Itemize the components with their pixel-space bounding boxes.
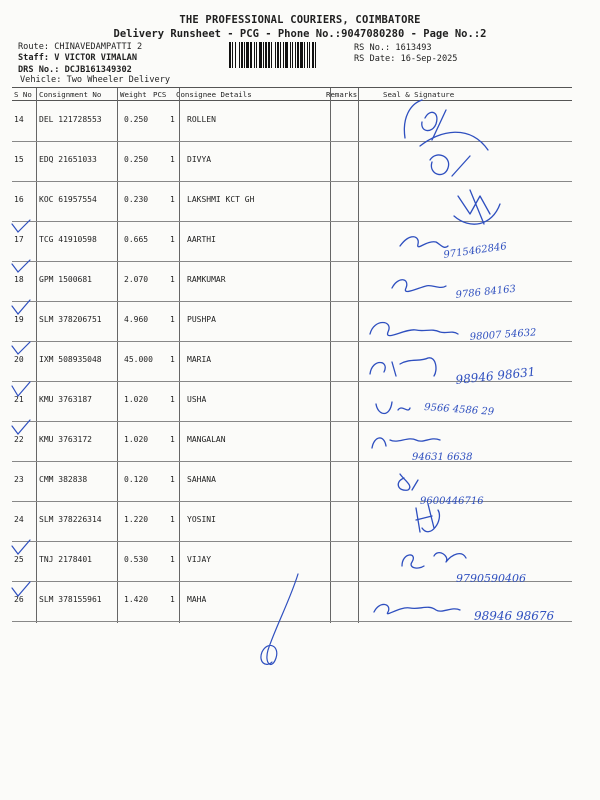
cell-weight: 0.665 <box>124 235 149 244</box>
cell-pcs: 1 <box>170 435 175 444</box>
cell-consignment: SLM 378226314 <box>39 515 102 524</box>
barcode-bar <box>239 42 240 68</box>
cell-consignment: IXM 508935048 <box>39 355 102 364</box>
cell-sno: 18 <box>14 275 24 284</box>
cell-weight: 1.020 <box>124 435 149 444</box>
cell-sno: 19 <box>14 315 24 324</box>
cell-consignee: SAHANA <box>187 475 216 484</box>
barcode-bar <box>307 42 308 68</box>
cell-pcs: 1 <box>170 395 175 404</box>
handwritten-phone: 94631 6638 <box>412 452 473 463</box>
table-row <box>12 341 572 381</box>
cell-consignment: GPM 1500681 <box>39 275 92 284</box>
barcode-bar <box>244 42 245 68</box>
cell-pcs: 1 <box>170 195 175 204</box>
handwritten-phone: 98946 98676 <box>474 609 555 623</box>
barcode-bar <box>265 42 267 68</box>
cell-weight: 0.250 <box>124 115 149 124</box>
cell-consignment: EDQ 21651033 <box>39 155 97 164</box>
cell-weight: 1.020 <box>124 395 149 404</box>
table-row <box>12 141 572 181</box>
cell-pcs: 1 <box>170 235 175 244</box>
cell-weight: 2.070 <box>124 275 149 284</box>
cell-sno: 22 <box>14 435 24 444</box>
table-row <box>12 381 572 421</box>
col-header-sno: S No <box>14 90 32 99</box>
table-row <box>12 221 572 261</box>
table-row <box>12 301 572 341</box>
cell-consignee: MANGALAN <box>187 435 226 444</box>
barcode-bar <box>312 42 314 68</box>
table-row <box>12 101 572 141</box>
cell-pcs: 1 <box>170 315 175 324</box>
cell-sno: 14 <box>14 115 24 124</box>
vehicle-label: Vehicle: Two Wheeler Delivery <box>20 75 171 85</box>
barcode-bar <box>315 42 316 68</box>
cell-weight: 0.120 <box>124 475 149 484</box>
barcode-bar <box>256 42 257 68</box>
cell-consignment: TCG 41910598 <box>39 235 97 244</box>
cell-consignment: SLM 378206751 <box>39 315 102 324</box>
cell-pcs: 1 <box>170 155 175 164</box>
handwritten-phone: 98946 98631 <box>454 364 537 387</box>
cell-consignee: ROLLEN <box>187 115 216 124</box>
rs-number: RS No.: 1613493 <box>354 43 432 53</box>
handwritten-phone: 9786 84163 <box>455 283 517 301</box>
barcode-bar <box>304 42 305 68</box>
cell-sno: 21 <box>14 395 24 404</box>
company-title: THE PROFESSIONAL COURIERS, COIMBATORE <box>179 14 421 26</box>
cell-pcs: 1 <box>170 475 175 484</box>
barcode-bar <box>277 42 279 68</box>
barcode-image <box>228 42 350 68</box>
table-row <box>12 261 572 301</box>
handwritten-phone: 9600446716 <box>420 496 484 507</box>
cell-pcs: 1 <box>170 115 175 124</box>
row-divider <box>12 621 572 622</box>
barcode-bar <box>309 42 310 68</box>
route-label: Route: CHINAVEDAMPATTI 2 <box>18 42 143 52</box>
cell-weight: 4.960 <box>124 315 149 324</box>
cell-consignment: CMM 382838 <box>39 475 88 484</box>
cell-consignee: LAKSHMI KCT GH <box>187 195 255 204</box>
cell-sno: 17 <box>14 235 24 244</box>
cell-consignee: RAMKUMAR <box>187 275 226 284</box>
runsheet-subtitle: Delivery Runsheet - PCG - Phone No.:9047080280 - Page No.:2 <box>113 28 487 40</box>
cell-consignee: MARIA <box>187 355 212 364</box>
rs-date: RS Date: 16-Sep-2025 <box>354 54 458 64</box>
col-header-pcs: PCS <box>153 90 167 99</box>
table-row <box>12 461 572 501</box>
barcode-bar <box>250 42 252 68</box>
cell-pcs: 1 <box>170 355 175 364</box>
cell-pcs: 1 <box>170 515 175 524</box>
barcode-bar <box>297 42 299 68</box>
handwritten-phone: 9566 4586 29 <box>423 402 495 418</box>
col-header-consignee: Consignee Details <box>176 90 252 99</box>
drs-number: DRS No.: DCJB161349302 <box>18 65 132 75</box>
barcode-bar <box>292 42 293 68</box>
cell-consignee: AARTHI <box>187 235 216 244</box>
cell-weight: 0.530 <box>124 555 149 564</box>
col-header-consignment: Consignment No <box>39 90 102 99</box>
cell-consignment: KMU 3763172 <box>39 435 92 444</box>
cell-pcs: 1 <box>170 555 175 564</box>
barcode-bar <box>241 42 243 68</box>
cell-pcs: 1 <box>170 275 175 284</box>
table-row <box>12 421 572 461</box>
barcode-bar <box>280 42 281 68</box>
barcode-bar <box>246 42 249 68</box>
table-row <box>12 181 572 221</box>
cell-consignee: PUSHPA <box>187 315 216 324</box>
cell-consignee: YOSINI <box>187 515 216 524</box>
col-header-weight: Weight <box>120 90 147 99</box>
cell-sno: 16 <box>14 195 24 204</box>
barcode-bar <box>283 42 284 68</box>
cell-sno: 20 <box>14 355 24 364</box>
col-header-remarks: Remarks <box>326 90 358 99</box>
handwritten-phone: 98007 54632 <box>469 327 537 343</box>
cell-consignee: VIJAY <box>187 555 212 564</box>
handwritten-phone: 9790590406 <box>456 572 526 585</box>
cell-consignment: TNJ 2178401 <box>39 555 92 564</box>
cell-consignee: USHA <box>187 395 207 404</box>
cell-pcs: 1 <box>170 595 175 604</box>
cell-consignment: DEL 121728553 <box>39 115 102 124</box>
table-row <box>12 501 572 541</box>
cell-sno: 25 <box>14 555 24 564</box>
cell-sno: 24 <box>14 515 24 524</box>
barcode-bar <box>235 42 236 68</box>
barcode-bar <box>232 42 233 68</box>
cell-weight: 1.420 <box>124 595 149 604</box>
cell-weight: 0.230 <box>124 195 149 204</box>
cell-sno: 23 <box>14 475 24 484</box>
cell-consignee: MAHA <box>187 595 207 604</box>
col-header-seal: Seal & Signature <box>383 90 455 99</box>
barcode-bar <box>254 42 255 68</box>
barcode-bar <box>295 42 296 68</box>
table-row <box>12 541 572 581</box>
cell-sno: 15 <box>14 155 24 164</box>
cell-sno: 26 <box>14 595 24 604</box>
barcode-bar <box>263 42 264 68</box>
header-top-rule <box>12 87 572 88</box>
cell-weight: 45.000 <box>124 355 153 364</box>
handwritten-phone: 9715462846 <box>442 241 508 261</box>
barcode-bar <box>229 42 231 68</box>
barcode-bar <box>290 42 291 68</box>
table-row <box>12 581 572 621</box>
cell-consignment: KMU 3763187 <box>39 395 92 404</box>
cell-weight: 0.250 <box>124 155 149 164</box>
barcode-bar <box>275 42 276 68</box>
barcode-bar <box>285 42 288 68</box>
barcode-bar <box>268 42 270 68</box>
cell-weight: 1.220 <box>124 515 149 524</box>
barcode-bar <box>259 42 262 68</box>
cell-consignment: SLM 378155961 <box>39 595 102 604</box>
staff-label: Staff: V VICTOR VIMALAN <box>18 53 137 63</box>
cell-consignment: KOC 61957554 <box>39 195 97 204</box>
barcode-bar <box>271 42 272 68</box>
barcode-bar <box>300 42 303 68</box>
cell-consignee: DIVYA <box>187 155 212 164</box>
